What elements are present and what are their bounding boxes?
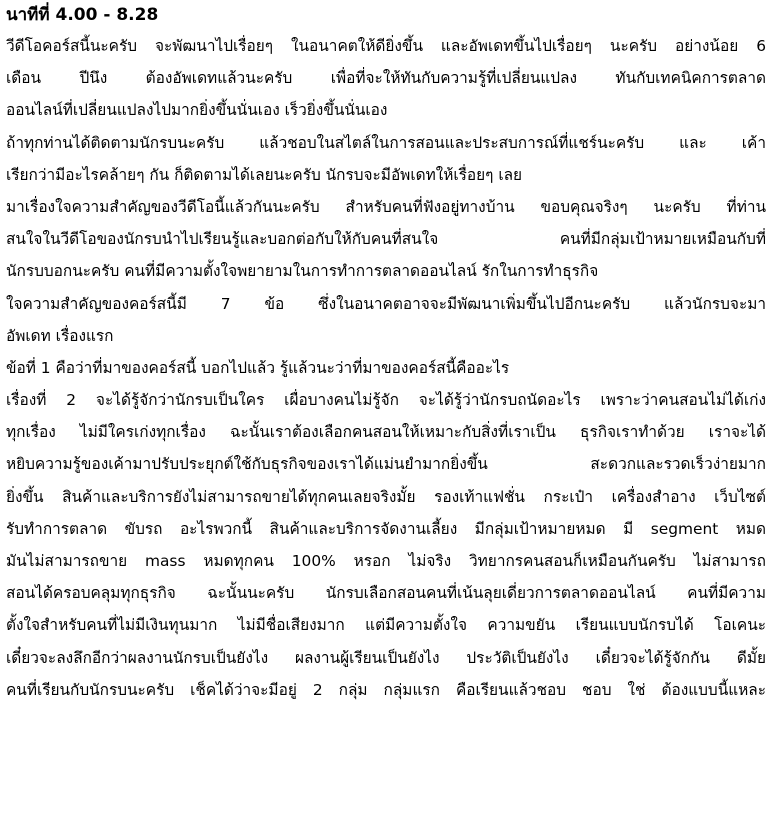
paragraph-line: หยิบความรู้ของเค้ามาปรับประยุกต์ใช้กับธุรกิจของเราได้แม่นยำมากยิ่งขึ้น สะดวกและรวดเร็วง่ายมาก: [6, 455, 766, 474]
paragraph-line: เดี๋ยวจะลงลึกอีกว่าผลงานนักรบเป็นยังไง ผลงานผู้เรียนเป็นยังไง ประวัติเป็นยังไง เดี๋ยวจะได้รู้จักกัน ดีมั้ย: [6, 648, 766, 667]
document-body: [6, 0, 766, 706]
paragraph-line: สนใจในวีดีโอของนักรบนำไปเรียนรู้และบอกต่อกับให้กับคนที่สนใจ คนที่มีกลุ่มเป้าหมายเหมือนกับที่: [6, 230, 766, 249]
paragraph-line: เดือน ปีนึง ต้องอัพเดทแล้วนะครับ เพื่อที่จะให้ทันกับความรู้ที่เปลี่ยนแปลง ทันกับเทคนิคการตลาด: [6, 69, 766, 88]
paragraph-line: มันไม่สามารถขาย mass หมดทุกคน 100% หรอก ไม่จริง วิทยากรคนสอนก็เหมือนกันครับ ไม่สามารถ: [6, 552, 766, 570]
paragraph-line: เรื่องที่ 2 จะได้รู้จักว่านักรบเป็นใคร เผื่อบางคนไม่รู้จัก จะได้รู้ว่านักรบถนัดอะไร เพราะว่าคนสอนไม่ได้เก่ง: [6, 391, 766, 410]
paragraph-line: ถ้าทุกท่านได้ติดตามนักรบนะครับ แล้วชอบในสไตล์ในการสอนและประสบการณ์ที่แชร์นะครับ และ เค้า: [6, 133, 766, 152]
paragraph-line: วีดีโอคอร์สนี้นะครับ จะพัฒนาไปเรื่อยๆ ในอนาคตให้ดียิ่งขึ้น และอัพเดทขึ้นไปเรื่อยๆ นะครับ อย่างน้อย 6: [6, 37, 766, 55]
paragraph-line: สอนได้ครอบคลุมทุกธุรกิจ ฉะนั้นนะครับ นักรบเลือกสอนคนที่เน้นลุยเดี่ยวการตลาดออนไลน์ คนที่มีความ: [6, 584, 766, 603]
paragraph-line: ข้อที่ 1 คือว่าที่มาของคอร์สนี้ บอกไปแล้ว รู้แล้วนะว่าที่มาของคอร์สนี้คืออะไร: [6, 358, 510, 377]
paragraph-line: มาเรื่องใจความสำคัญของวีดีโอนี้แล้วกันนะครับ สำหรับคนที่ฟังอยู่ทางบ้าน ขอบคุณจริงๆ นะครับ ที่ท่าน: [6, 197, 766, 216]
paragraph-line: ตั้งใจสำหรับคนที่ไม่มีเงินทุนมาก ไม่มีชื่อเสียงมาก แต่มีความตั้งใจ ความขยัน เรียนแบบนักรบได้ โอเคนะ: [6, 616, 766, 635]
paragraph-line: ทุกเรื่อง ไม่มีใครเก่งทุกเรื่อง ฉะนั้นเราต้องเลือกคนสอนให้เหมาะกับสิ่งที่เราเป็น ธุรกิจเราทำด้วย เราจะได้: [6, 423, 766, 442]
paragraph-line: นักรบบอกนะครับ คนที่มีความตั้งใจพยายามในการทำการตลาดออนไลน์ รักในการทำธุรกิจ: [6, 262, 599, 281]
section-heading: นาทีที่ 4.00 - 8.28: [6, 5, 159, 25]
paragraph-line: อัพเดท เรื่องแรก: [6, 326, 114, 345]
paragraph-line: เรียกว่ามีอะไรคล้ายๆ กัน ก็ติดตามได้เลยนะครับ นักรบจะมีอัพเดทให้เรื่อยๆ เลย: [6, 165, 523, 184]
paragraph-line: ใจความสำคัญของคอร์สนี้มี 7 ข้อ ซึ่งในอนาคตอาจจะมีพัฒนาเพิ่มขึ้นไปอีกนะครับ แล้วนักรบจะมา: [6, 294, 766, 313]
paragraph-line: รับทำการตลาด ขับรถ อะไรพวกนี้ สินค้าและบริการจัดงานเลี้ยง มีกลุ่มเป้าหมายหมด มี segment หมด: [6, 519, 766, 538]
paragraph-line: ยิ่งขึ้น สินค้าและบริการยังไม่สามารถขายได้ทุกคนเลยจริงมั้ย รองเท้าแฟชั่น กระเป๋า เครื่องสำอาง เว็บไซต์: [6, 487, 766, 506]
paragraph-line: ออนไลน์ที่เปลี่ยนแปลงไปมากยิ่งขึ้นนั่นเอง เร็วยิ่งขึ้นนั่นเอง: [6, 101, 388, 120]
paragraph-line: คนที่เรียนกับนักรบนะครับ เช็คได้ว่าจะมีอยู่ 2 กลุ่ม กลุ่มแรก คือเรียนแล้วชอบ ชอบ ใช่ ต้องแบบนี้แหละ: [6, 680, 766, 699]
